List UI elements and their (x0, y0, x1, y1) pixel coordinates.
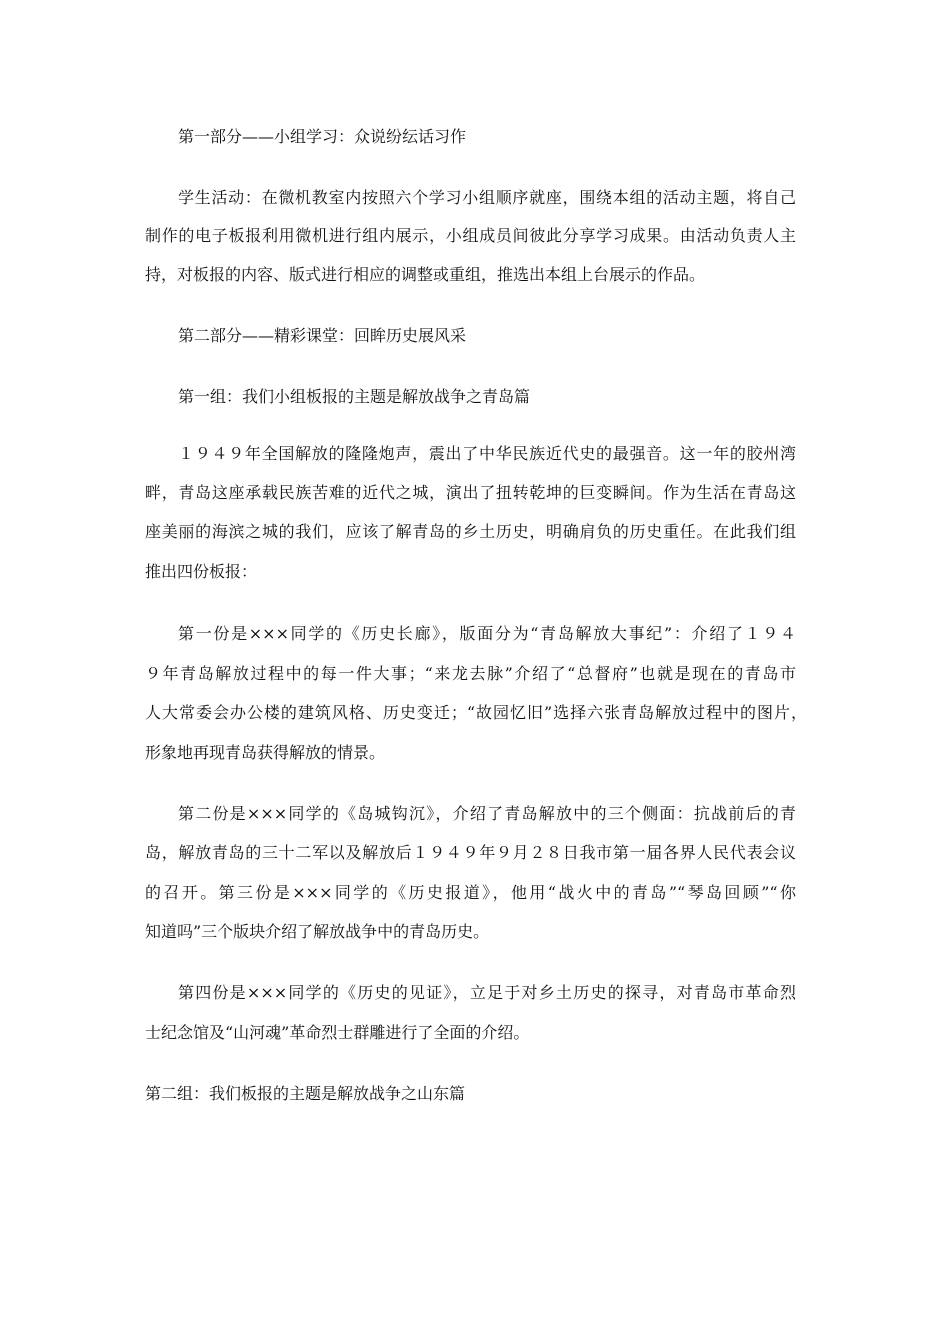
heading-part-one: 第一部分——小组学习：众说纷纭话习作 (178, 127, 467, 146)
paragraph-line: 制作的电子板报利用微机进行组内展示，小组成员间彼此分享学习成果。由活动负责人主 (145, 226, 796, 245)
heading-group-one: 第一组：我们小组板报的主题是解放战争之青岛篇 (178, 387, 531, 406)
paragraph-line: 第四份是×××同学的《历史的见证》，立足于对乡土历史的探寻，对青岛市革命烈 (178, 983, 796, 1002)
paragraph-line: 学生活动：在微机教室内按照六个学习小组顺序就座，围绕本组的活动主题，将自己 (178, 188, 796, 207)
heading-group-two: 第二组：我们板报的主题是解放战争之山东篇 (145, 1084, 466, 1103)
paragraph-line: 第一份是×××同学的《历史长廊》，版面分为“青岛解放大事纪”：介绍了１９４ (178, 624, 796, 643)
paragraph-line: 座美丽的海滨之城的我们，应该了解青岛的乡土历史，明确肩负的历史重任。在此我们组 (145, 522, 796, 541)
paragraph-line: 人大常委会办公楼的建筑风格、历史变迁；“故园忆旧”选择六张青岛解放过程中的图片， (145, 703, 807, 722)
paragraph-line: 的召开。第三份是×××同学的《历史报道》，他用“战火中的青岛”“琴岛回顾”“你 (145, 883, 796, 902)
paragraph-line: 形象地再现青岛获得解放的情景。 (145, 743, 386, 762)
paragraph-line: ９年青岛解放过程中的每一件大事；“来龙去脉”介绍了“总督府”也就是现在的青岛市 (145, 664, 796, 683)
paragraph-line: 第二份是×××同学的《岛城钩沉》，介绍了青岛解放中的三个侧面：抗战前后的青 (178, 804, 796, 823)
paragraph-line: 岛，解放青岛的三十二军以及解放后１９４９年９月２８日我市第一届各界人民代表会议 (145, 843, 796, 862)
heading-part-two: 第二部分——精彩课堂：回眸历史展风采 (178, 326, 467, 345)
paragraph-line: 持，对板报的内容、版式进行相应的调整或重组，推选出本组上台展示的作品。 (145, 265, 706, 284)
paragraph-line: 知道吗”三个版块介绍了解放战争中的青岛历史。 (145, 922, 490, 941)
paragraph-line: １９４９年全国解放的隆隆炮声，震出了中华民族近代史的最强音。这一年的胶州湾 (178, 444, 796, 463)
paragraph-line: 畔，青岛这座承载民族苦难的近代之城，演出了扭转乾坤的巨变瞬间。作为生活在青岛这 (145, 483, 796, 502)
paragraph-line: 推出四份板报： (145, 562, 258, 581)
paragraph-line: 士纪念馆及“山河魂”革命烈士群雕进行了全面的介绍。 (145, 1023, 530, 1042)
